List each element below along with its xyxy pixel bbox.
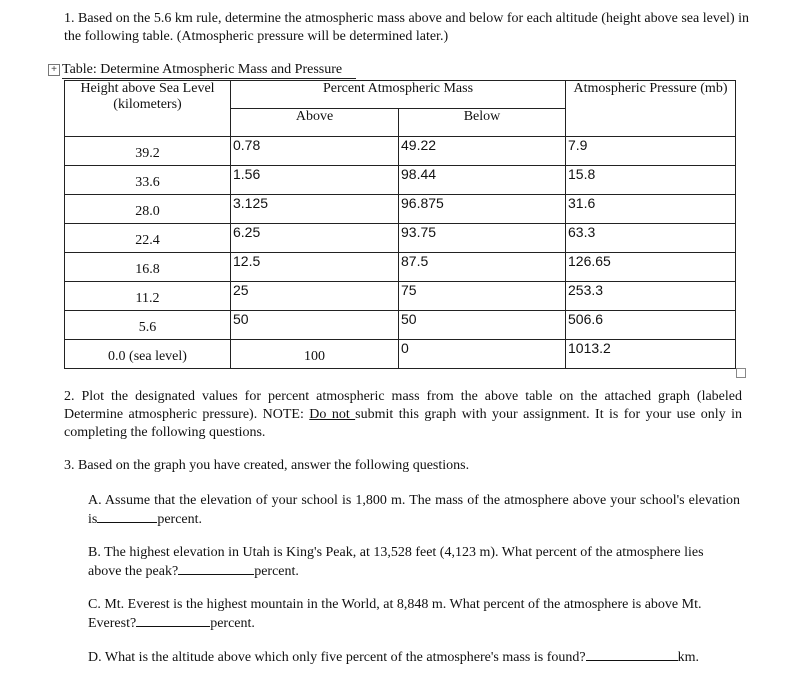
question-a: A. Assume that the elevation of your school is 1,800 m. The mass of the atmosphere above your school's elevation is percent.	[88, 493, 740, 527]
question-2: 2. Plot the designated values for percent atmospheric mass from the above table on the attached graph (labeled Determine atmospheric pressure). NOTE: Do not submit this graph with your assignment. It is for your use only in completing the following questions.	[64, 389, 742, 440]
question-c: C. Mt. Everest is the highest mountain in the World, at 8,848 m. What percent of the atmosphere is above Mt. Everest? percent.	[88, 597, 702, 631]
table-row	[65, 224, 736, 253]
above-cell: 25	[231, 282, 399, 311]
above-cell: 0.78	[231, 137, 399, 166]
question-b: B. The highest elevation in Utah is King's Peak, at 13,528 feet (4,123 m). What percent of the atmosphere lies above the peak? percent.	[88, 545, 704, 579]
header-percent-mass: Percent Atmospheric Mass	[231, 81, 566, 109]
header-below: Below	[399, 109, 566, 137]
height-cell: 28.0	[65, 195, 231, 224]
above-cell: 1.56	[231, 166, 399, 195]
header-height: Height above Sea Level (kilometers)	[65, 81, 231, 137]
height-cell: 0.0 (sea level)	[65, 340, 231, 369]
question-1: 1. Based on the 5.6 km rule, determine the atmospheric mass above and below for each altitude (height above sea level) in the following table. (Atmospheric pressure will be determined later.)	[64, 11, 749, 44]
below-cell: 87.5	[399, 253, 566, 282]
below-cell: 49.22	[399, 137, 566, 166]
table-row	[65, 282, 736, 311]
table-row	[65, 311, 736, 340]
below-cell: 93.75	[399, 224, 566, 253]
table-caption: Table: Determine Atmospheric Mass and Pressure	[62, 62, 343, 77]
above-cell: 50	[231, 311, 399, 340]
table-move-handle-icon[interactable]: +	[48, 64, 60, 76]
height-cell: 5.6	[65, 311, 231, 340]
atmospheric-mass-table	[64, 80, 736, 369]
height-cell: 22.4	[65, 224, 231, 253]
below-cell: 98.44	[399, 166, 566, 195]
above-cell: 6.25	[231, 224, 399, 253]
pressure-cell: 31.6	[566, 195, 736, 224]
height-cell: 16.8	[65, 253, 231, 282]
pressure-cell: 126.65	[566, 253, 736, 282]
pressure-cell: 253.3	[566, 282, 736, 311]
question-3: 3. Based on the graph you have created, answer the following questions.	[64, 458, 470, 473]
height-cell: 33.6	[65, 166, 231, 195]
table-row	[65, 253, 736, 282]
pressure-cell: 7.9	[566, 137, 736, 166]
height-cell: 11.2	[65, 282, 231, 311]
answer-blank-d[interactable]	[586, 648, 678, 661]
above-cell: 100	[231, 340, 399, 369]
pressure-cell: 15.8	[566, 166, 736, 195]
header-pressure: Atmospheric Pressure (mb)	[566, 81, 736, 137]
height-cell: 39.2	[65, 137, 231, 166]
table-resize-handle-icon[interactable]	[736, 368, 746, 378]
pressure-cell: 1013.2	[566, 340, 736, 369]
below-cell: 96.875	[399, 195, 566, 224]
below-cell: 0	[399, 340, 566, 369]
question-d: D. What is the altitude above which only five percent of the atmosphere's mass is found? km.	[88, 650, 699, 665]
table-row	[65, 137, 736, 166]
pressure-cell: 63.3	[566, 224, 736, 253]
table-row	[65, 340, 736, 369]
below-cell: 50	[399, 311, 566, 340]
answer-blank-b[interactable]	[178, 562, 254, 575]
pressure-cell: 506.6	[566, 311, 736, 340]
answer-blank-a[interactable]	[97, 510, 157, 523]
table-row	[65, 195, 736, 224]
table-row	[65, 166, 736, 195]
answer-blank-c[interactable]	[136, 614, 210, 627]
header-above: Above	[231, 109, 399, 137]
above-cell: 12.5	[231, 253, 399, 282]
above-cell: 3.125	[231, 195, 399, 224]
caption-underline	[62, 78, 356, 79]
below-cell: 75	[399, 282, 566, 311]
